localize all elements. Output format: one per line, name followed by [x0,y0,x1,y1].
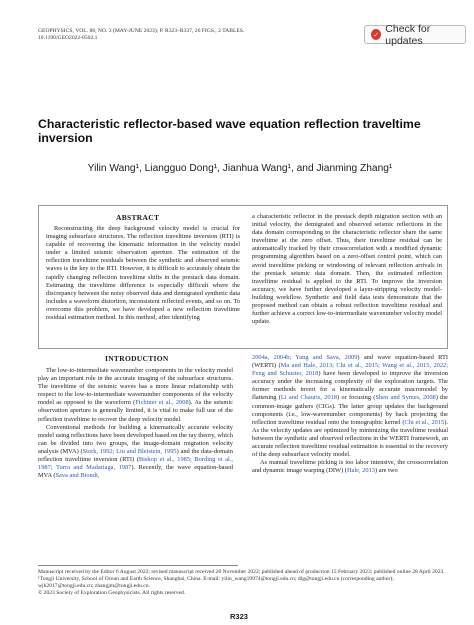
paragraph: The low-to-intermediate wavenumber components in the velocity model play an important role in the accurate imaging of the subsurface structures. The traveltime of the seismic waves has a more linear relationship with respect to the low-to-intermediate wavenumber components of the velocity model as opposed to the waveform (Fichtner et al., 2008). As the seismic observation aperture is generally limited, it is vital to make full use of the reflection traveltime to recover the deep velocity model. [38,367,233,423]
paper-title: Characteristic reflector-based wave equation reflection traveltime inversion [38,117,421,145]
citation-link[interactable]: Li and Chauris, 2018 [280,394,337,402]
citation-link[interactable]: Stork, 1992; Liu and Bleistein, 1995 [82,447,177,455]
introduction-left-column [38,367,233,480]
citation-link[interactable]: 2004a, 2004b; Yang and Sava, 2009 [252,354,358,361]
paragraph: As manual traveltime picking is too labor intensive, the crosscorrelation and dynamic image warping (DIW) (Hale, 2013) are two [252,459,448,475]
journal-header [38,28,244,42]
page-number: R323 [230,612,248,621]
check-updates-icon: ✓ [371,29,381,40]
citation-link[interactable]: Shen and Symes, 2008 [375,394,436,402]
citation-link[interactable]: Fichtner et al., 2008 [135,399,189,407]
footnote-affiliation: ¹Tongji University, School of Ocean and Earth Science, Shanghai, China. E-mail: yilin_wang19974@tongji.edu.cn; dlg@tongji.edu.cn (corresponding author); wjh2017@tongji.edu.cn; zhangjm@tongji.edu.cn. [38,576,394,589]
citation-link[interactable]: Sava and Biondi, [55,472,100,480]
citation-link[interactable]: Hale, 2013 [346,467,375,475]
introduction-right-column [252,354,448,475]
citation-link[interactable]: Ma and Hale, 2013; Chi et al., 2015; Wang et al., 2015, 2022; Feng and Schuster, 2018 [252,362,448,378]
check-for-updates-button[interactable] [364,22,466,47]
check-updates-label: Check for updates [385,22,431,47]
paragraph: Conventional methods for building a kinematically accurate velocity model using reflections have been developed based on the ray theory, which can be divided into two groups, the image-domain migration velocity analysis (MVA) (Stork, 1992; Liu and Bleistein, 1995) and the data-domain reflection traveltime inversion (RTI) (Bishop et al., 1985; Bording et al., 1987; Turra and Madariaga, 1987). Recently, the wave equation-based MVA (Sava and Biondi, [38,423,234,480]
paragraph: 2004a, 2004b; Yang and Sava, 2009) and wave equation-based RTI (WERTI) (Ma and Hale, 2013; Chi et al., 2015; Wang et al., 2015, 2022; Feng and Schuster, 2018) have been developed to improve the inversion accuracy under the increasing complexity of the exploration targets. The former methods invert for a kinematically accurate macromodel by flattening (Li and Chauris, 2018) or focusing (Shen and Symes, 2008) the common-image gathers (CIGs). The latter group updates the background components (i.e., low-wavenumber components) by back projecting the reflection traveltime residual onto the tomographic kernel (Chi et al., 2015). As the velocity updates are optimized by minimizing the traveltime residual between the synthetic and observed reflections in the WERTI framework, an accurate reflection traveltime residual estimation is essential to the recovery of the deep subsurface velocity model. [252,354,448,459]
citation-link[interactable]: Chi et al., 2015 [404,418,445,426]
introduction-heading: INTRODUCTION [105,354,169,363]
abstract-left-column: Reconstructing the deep background velocity model is crucial for imaging subsurface structures. The reflection traveltime inversion (RTI) is capable of recovering the kinematic information in the velocity model under a limited seismic observation aperture. The estimation of the reflection traveltime residuals between the synthetic and observed seismic waves is the key to the RTI. However, it is difficult to accurately obtain the rapidly changing reflection traveltime shifts in the prestack data domain. Estimating the traveltime difference is especially difficult where the discrepancy between the noisy observed data and demigrated synthetic data includes a waveform distortion, inconsistent reflected events, and so on. To overcome this problem, we have developed a new reflection traveltime residual estimation method. In this method, after identifying [46,225,240,322]
citation-link[interactable]: Bishop et al., 1985; Bording et al., 1987; Turra and Madariaga, 1987 [38,456,234,472]
footnotes [38,569,448,597]
author-list: Yilin Wang¹, Liangguo Dong¹, Jianhua Wang¹, and Jianming Zhang¹ [87,163,393,174]
download-notice-vertical [3,27,13,587]
footnote-divider [38,565,238,566]
footnote-copyright: © 2023 Society of Exploration Geophysicists. All rights reserved. [38,590,186,596]
abstract-heading: ABSTRACT [116,213,160,222]
footnote-manuscript: Manuscript received by the Editor 6 August 2022; revised manuscript received 28 November 2022; published ahead of production 15 February 2023; published online 28 April 2023. [38,569,445,575]
journal-citation: GEOPHYSICS, VOL. 88, NO. 3 (MAY-JUNE 2023); P. R323–R337, 26 FIGS., 2 TABLES. [38,28,245,34]
abstract-right-column: a characteristic reflector in the prestack depth migration section with an initial velocity, the demigrated and observed seismic reflections in the data domain corresponding to the characteristic reflector share the same traveltime at the zero offset. Thus, their traveltime residual can be automatically tracked by their crosscorrelation with a modified dynamic programming algorithm based on a zero-offset control point, which can avoid traveltime picking or windowing of relevant reflection arrivals in the prestack seismic data domain. Then, the estimated reflection traveltime residual is applied to the RTI. To improve the inversion accuracy, we have further developed a layer-stripping velocity model-building workflow. Synthetic and field data tests demonstrate that the proposed method can obtain a robust reflection traveltime residual and further achieve a correct low-to-intermediate wavenumber velocity model update. [252,213,442,326]
journal-doi: 10.1190/GEO2022-0502.1 [38,35,98,41]
